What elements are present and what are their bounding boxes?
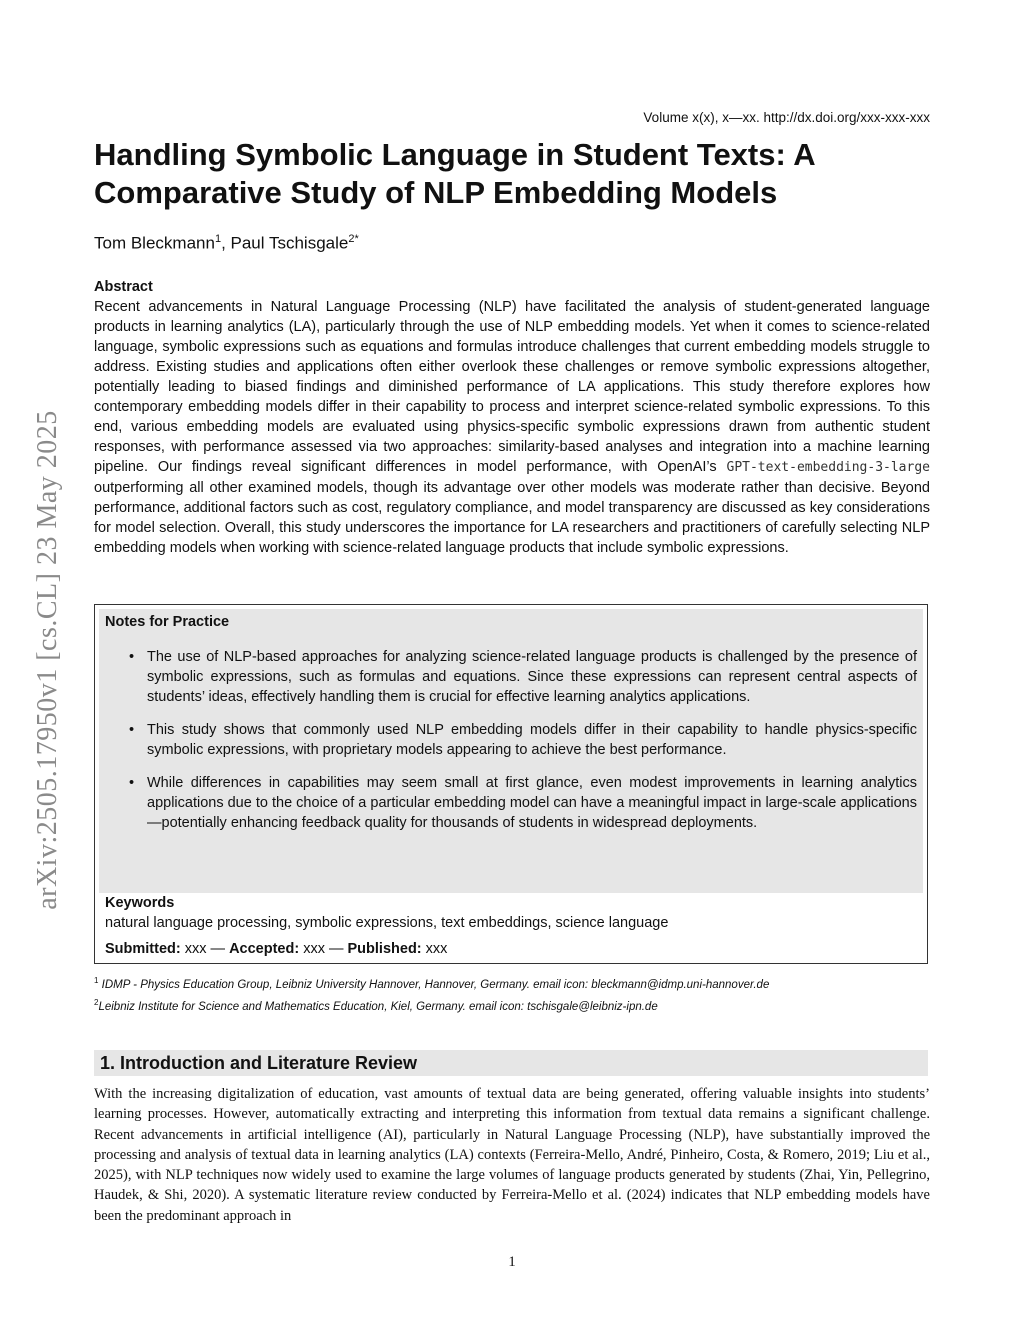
notes-list-item: • The use of NLP-based approaches for analyzing science-related language products is challenged by the presence of symbolic expressions, such as formulas and equations. Since these expressions can represent central aspects of students’ ideas, effectively handling them is crucial for effective learning analytics applications. <box>127 647 917 707</box>
footnote <box>94 994 934 1016</box>
submission-dates <box>105 941 447 957</box>
published-value: xxx <box>421 941 448 957</box>
keywords-heading: Keywords <box>105 895 175 911</box>
paper-title: Handling Symbolic Language in Student Texts: A Comparative Study of NLP Embedding Models <box>94 137 815 210</box>
author-list <box>94 233 359 254</box>
notes-list-item: • This study shows that commonly used NLP embedding models differ in their capability to handle physics-specific symbolic expressions, with proprietary models appearing to achieve the best performance. <box>127 720 917 760</box>
footnote-marker: 1 <box>94 976 99 985</box>
abstract-text-part: outperforming all other examined models, though its advantage over other models was moderate rather than decisive. Beyond performance, additional factors such as cost, regulatory compliance, and model transparency are discussed as key considerations for model selection. Overall, this study underscores the importance for LA researchers and practitioners of carefully selecting NLP embedding models when working with science-related language products that include symbolic expressions. <box>94 480 930 556</box>
affiliation-marker: 2* <box>348 233 359 245</box>
section-heading-bar <box>94 1050 928 1076</box>
accepted-label: Accepted: <box>229 941 300 957</box>
abstract-text-part: Recent advancements in Natural Language Processing (NLP) have facilitated the analysis of student-generated language products in learning analytics (LA), particularly through the use of NLP embedding models. Yet when it comes to science-related language, symbolic expressions such as equations and formulas introduce challenges that current embedding models struggle to address. Existing studies and applications often either overlook these challenges or remove symbolic expressions altogether, potentially leading to biased findings and diminished performance of LA applications. This study therefore explores how contemporary embedding models differ in their capability to process and interpret science-related symbolic expressions. To this end, various embedding models are evaluated using physics-specific symbolic expressions drawn from authentic student responses, with performance assessed via two approaches: similarity-based analyses and integration into a machine learning pipeline. Our findings reveal significant differences in model performance, with OpenAI’s <box>94 299 930 475</box>
abstract-section <box>94 278 930 558</box>
notes-list-item: • While differences in capabilities may seem small at first glance, even modest improvements in learning analytics applications due to the choice of a particular embedding model can have a meaningful impact in large-scale applications—potentially enhancing feedback quality for thousands of students in widespread deployments. <box>127 773 917 833</box>
section-heading: 1. Introduction and Literature Review <box>100 1053 418 1073</box>
model-name-code: GPT-text-embedding-3-large <box>726 460 930 475</box>
keywords-text: natural language processing, symbolic expressions, text embeddings, science language <box>105 915 669 931</box>
author-name: Paul Tschisgale <box>230 233 349 253</box>
page-number: 1 <box>508 1254 516 1270</box>
footnote <box>94 972 934 994</box>
notes-for-practice-box <box>94 604 928 964</box>
footnote-text: Leibniz Institute for Science and Mathematics Education, Kiel, Germany. email icon: tschisgale@leibniz-ipn.de <box>98 1000 658 1013</box>
accepted-value: xxx — <box>299 941 348 957</box>
footnote-marker: 2 <box>94 997 99 1007</box>
abstract-text <box>94 297 930 558</box>
published-label: Published: <box>347 941 422 957</box>
author-name: Tom Bleckmann <box>94 233 215 253</box>
abstract-heading: Abstract <box>94 279 153 295</box>
notes-list <box>127 647 917 846</box>
footnote-text: IDMP - Physics Education Group, Leibniz University Hannover, Hannover, Germany. email icon: bleckmann@idmp.uni-hannover.de <box>101 978 770 991</box>
notes-heading: Notes for Practice <box>105 614 230 630</box>
arxiv-identifier-stamp: arXiv:2505.17950v1 [cs.CL] 23 May 2025 <box>32 410 63 910</box>
submitted-value: xxx — <box>180 941 230 957</box>
author-separator: , <box>221 233 231 253</box>
affiliation-footnotes <box>94 972 934 1016</box>
introduction-paragraph: With the increasing digitalization of education, vast amounts of textual data are being generated, offering valuable insights into students’ learning processes. However, automatically extracting and interpreting this information from textual data remains a significant challenge. Recent advancements in artificial intelligence (AI), particularly in Natural Language Processing (NLP), have substantially improved the processing and analysis of textual data in learning analytics (LA) contexts (Ferreira-Mello, André, Pinheiro, Costa, & Romero, 2019; Liu et al., 2025), with NLP techniques now widely used to examine the large volumes of language products generated by students (Zhai, Yin, Pellegrino, Haudek, & Shi, 2020). A systematic literature review conducted by Ferreira-Mello et al. (2024) indicates that NLP embedding models have been the predominant approach in <box>94 1086 930 1224</box>
affiliation-marker: 1 <box>214 233 222 245</box>
volume-doi-line: Volume x(x), x—xx. http://dx.doi.org/xxx-xxx-xxx <box>643 110 930 125</box>
submitted-label: Submitted: <box>105 941 181 957</box>
